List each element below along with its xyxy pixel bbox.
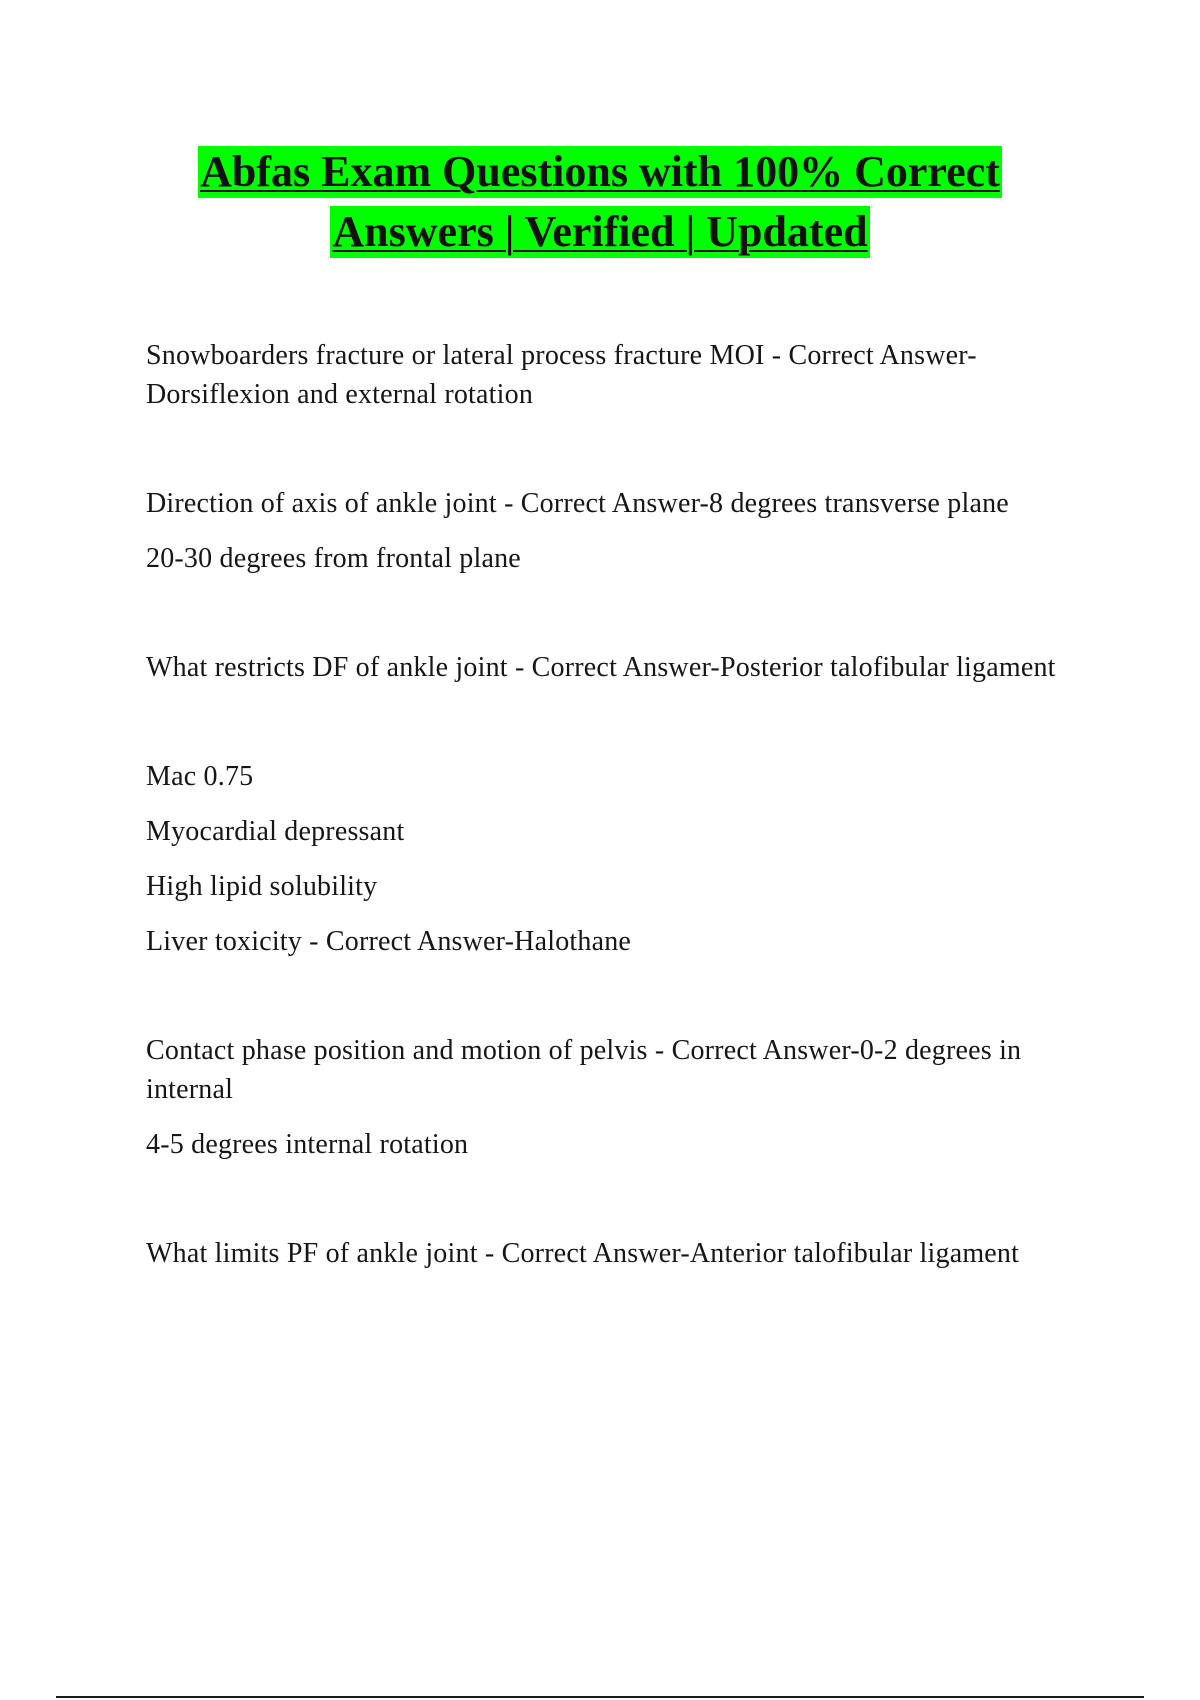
- qa-entry-2: [146, 484, 1086, 578]
- qa-line: Contact phase position and motion of pelvis - Correct Answer-0-2 degrees in internal: [146, 1035, 1022, 1105]
- qa-line: Snowboarders fracture or lateral process fracture MOI - Correct Answer-Dorsiflexion and external rotation: [146, 340, 977, 410]
- title-line-1: Abfas Exam Questions with 100% Correct: [200, 147, 1000, 196]
- document-title: [0, 146, 1200, 258]
- qa-line: What restricts DF of ankle joint - Correct Answer-Posterior talofibular ligament: [146, 652, 1056, 683]
- qa-entry-4: [146, 757, 1086, 961]
- qa-entry-3: [146, 648, 1086, 687]
- qa-line: High lipid solubility: [146, 871, 378, 902]
- qa-list: [146, 336, 1086, 1273]
- qa-line: 20-30 degrees from frontal plane: [146, 543, 521, 574]
- qa-line: 4-5 degrees internal rotation: [146, 1129, 469, 1160]
- qa-line: What limits PF of ankle joint - Correct Answer-Anterior talofibular ligament: [146, 1238, 1020, 1269]
- qa-entry-1: [146, 336, 1086, 414]
- title-line-2: Answers | Verified | Updated: [332, 207, 868, 256]
- qa-line: Myocardial depressant: [146, 816, 405, 847]
- qa-entry-5: [146, 1031, 1086, 1164]
- qa-entry-6: [146, 1234, 1086, 1273]
- qa-line: Direction of axis of ankle joint - Correct Answer-8 degrees transverse plane: [146, 488, 1009, 519]
- footer-divider: [56, 1696, 1144, 1698]
- qa-line: Liver toxicity - Correct Answer-Halothane: [146, 926, 632, 957]
- qa-line: Mac 0.75: [146, 761, 254, 792]
